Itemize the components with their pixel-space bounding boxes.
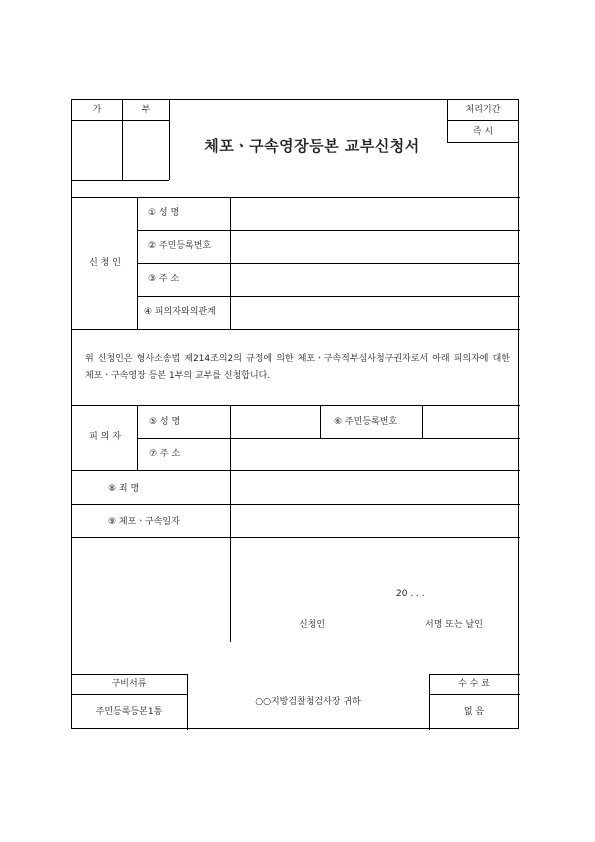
applicant-relationship-label: ④ 피의자와의관계 — [144, 307, 216, 317]
reject-label: 부 — [141, 105, 151, 115]
processing-box-bottom — [447, 142, 519, 143]
applicant-top-line — [72, 197, 520, 198]
documents-value: 주민등록등본1통 — [95, 707, 163, 717]
fee-value: 없 음 — [463, 707, 485, 717]
applicant-row-line — [137, 296, 520, 297]
processing-period-label: 처리기간 — [465, 105, 501, 115]
application-form — [71, 99, 519, 729]
processing-divider — [447, 120, 519, 121]
approval-box-edge — [169, 100, 170, 180]
suspect-name-label: ⑤ 성 명 — [149, 417, 181, 427]
suspect-bottom-line — [72, 470, 520, 471]
documents-header: 구비서류 — [111, 679, 147, 689]
fee-box-edge — [429, 674, 430, 730]
applicant-row-line — [137, 263, 520, 264]
documents-box-top — [72, 674, 187, 675]
suspect-section-label: 피 의 자 — [89, 432, 121, 442]
recipient-label: ○○지방검찰청검사장 귀하 — [255, 697, 361, 707]
fee-divider — [429, 694, 520, 695]
suspect-name-divider — [320, 405, 321, 438]
approval-box-bottom — [72, 180, 169, 181]
suspect-rrn-divider — [422, 405, 423, 438]
form-title: 체포ㆍ구속영장등본 교부신청서 — [204, 137, 420, 155]
applicant-signature-label: 신청인 — [299, 620, 326, 630]
signature-date[interactable]: 20 . . . — [396, 589, 425, 599]
suspect-top-line — [72, 405, 520, 406]
sign-or-seal-label[interactable]: 서명 또는 날인 — [425, 620, 483, 630]
application-statement: 위 신청인은 형사소송법 제214조의2의 규정에 의한 체포ㆍ구속적부심사청구권자로서 아래 피의자에 대한 체포ㆍ구속영장 등본 1부의 교부를 신청합니다. — [85, 354, 510, 381]
approval-divider — [72, 120, 169, 121]
applicant-name-label: ① 성 명 — [148, 208, 180, 218]
documents-divider — [72, 694, 187, 695]
crime-label: ⑧ 죄 명 — [108, 484, 140, 494]
field-label-divider — [230, 405, 231, 642]
fee-header: 수 수 료 — [458, 679, 490, 689]
applicant-section-label: 신 청 인 — [89, 258, 121, 268]
applicant-row-line — [137, 230, 520, 231]
applicant-address-label: ③ 주 소 — [148, 274, 180, 284]
arrest-date-bottom-line — [72, 537, 520, 538]
documents-box-edge — [187, 674, 188, 730]
fee-box-top — [429, 674, 520, 675]
approve-label: 가 — [92, 105, 102, 115]
suspect-row-line — [137, 438, 520, 439]
crime-bottom-line — [72, 504, 520, 505]
suspect-rrn-label: ⑥ 주민등록번호 — [334, 417, 398, 427]
processing-box-edge — [447, 100, 448, 143]
processing-period-value: 즉 시 — [472, 127, 494, 137]
suspect-address-label: ⑦ 주 소 — [149, 449, 181, 459]
applicant-bottom-line — [72, 329, 520, 330]
applicant-rrn-label: ② 주민등록번호 — [148, 241, 212, 251]
approval-column-divider — [122, 100, 123, 180]
arrest-date-label: ⑨ 체포ㆍ구속일자 — [108, 517, 180, 527]
